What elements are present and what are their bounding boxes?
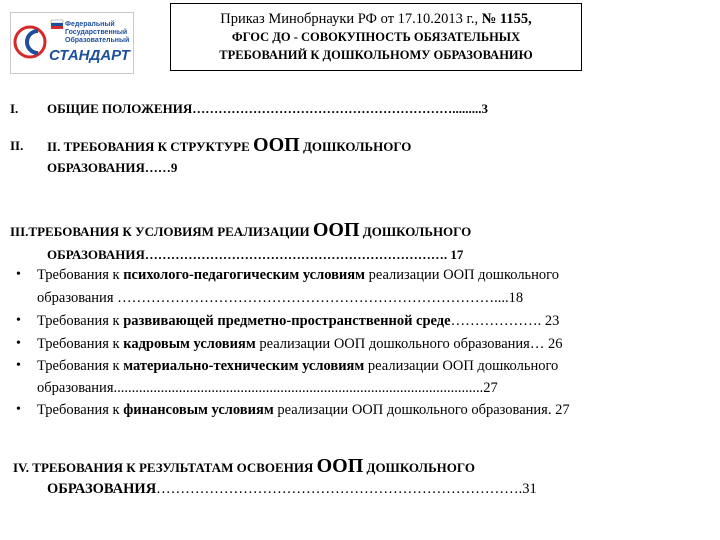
oop-abbrev: ООП xyxy=(312,219,360,241)
order-number: № 1155, xyxy=(481,11,532,27)
order-line xyxy=(171,10,581,28)
bullet-icon: • xyxy=(16,358,21,373)
bullet-item-5: Требования к финансовым условиям реализации ООП дошкольного образования. 27 xyxy=(37,402,570,418)
logo-line3: Образовательный xyxy=(65,37,130,44)
section-1-number: I. xyxy=(10,101,19,116)
section-1-title: ОБЩИЕ ПОЛОЖЕНИЯ…………………………………………………….........3 xyxy=(47,101,488,116)
fgos-logo xyxy=(10,12,134,74)
bullet-icon: • xyxy=(16,313,21,328)
bullet-icon: • xyxy=(16,267,21,282)
section-2-title: II. ТРЕБОВАНИЯ К СТРУКТУРЕ ООП ДОШКОЛЬНОГО xyxy=(47,134,412,156)
section-4-title: IV. ТРЕБОВАНИЯ К РЕЗУЛЬТАТАМ ОСВОЕНИЯ ООП ДОШКОЛЬНОГО xyxy=(13,455,475,477)
section-4-line2: ОБРАЗОВАНИЯ………………………………………………………………….31 xyxy=(47,481,537,497)
order-text: Приказ Минобрнауки РФ от 17.10.2013 г., xyxy=(220,11,482,27)
bullet-item-1: Требования к психолого-педагогическим условиям реализации ООП дошкольного xyxy=(37,267,560,283)
section-3-line2: ОБРАЗОВАНИЯ……………………………………………………………. 17 xyxy=(47,247,464,262)
bullet-icon: • xyxy=(16,336,21,351)
bullet-item-1-line2: образования ……………………………………………………………………....18 xyxy=(37,290,524,306)
section-2-line2: ОБРАЗОВАНИЯ……9 xyxy=(47,160,178,175)
logo-standard-text: СТАНДАРТ xyxy=(49,47,130,64)
section-2-number: II. xyxy=(10,138,24,153)
logo-line1: Федеральный xyxy=(65,21,115,28)
bullet-item-4-line2: образования......................................................................................................27 xyxy=(37,380,498,396)
title-line3: ТРЕБОВАНИЙ К ДОШКОЛЬНОМУ ОБРАЗОВАНИЮ xyxy=(219,48,533,62)
title-box xyxy=(170,3,582,71)
oop-abbrev: ООП xyxy=(253,134,300,156)
title-line2: ФГОС ДО - СОВОКУПНОСТЬ ОБЯЗАТЕЛЬНЫХ xyxy=(231,30,521,44)
logo-line2: Государственный xyxy=(65,29,128,36)
bullet-item-2: Требования к развивающей предметно-пространственной среде………………. 23 xyxy=(37,313,560,329)
bullet-icon: • xyxy=(16,402,21,417)
section-3-title: III.ТРЕБОВАНИЯ К УСЛОВИЯМ РЕАЛИЗАЦИИ ООП ДОШКОЛЬНОГО xyxy=(10,219,472,241)
oop-abbrev: ООП xyxy=(316,455,364,477)
bullet-item-4: Требования к материально-техническим условиям реализации ООП дошкольного xyxy=(37,358,559,374)
bullet-item-3: Требования к кадровым условиям реализации ООП дошкольного образования… 26 xyxy=(37,336,563,352)
